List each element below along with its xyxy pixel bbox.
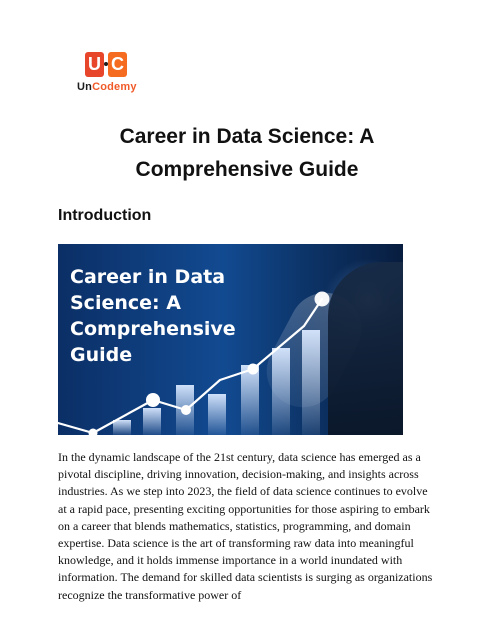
page-title: Career in Data Science: A Comprehensive Guide [119,125,375,181]
logo-wordmark-codemy: Codemy [92,81,137,93]
logo-letter-u: U [85,52,104,77]
hero-bar [241,365,259,435]
hero-point [89,429,98,436]
section-heading-introduction: Introduction [58,207,152,224]
uncodemy-logo [77,52,141,100]
hero-point [146,393,160,407]
hero-bar [113,420,131,435]
hero-caption: Career in Data Science: A Comprehensive Guide [70,266,236,366]
hero-point [181,405,191,415]
hero-point [315,292,330,307]
logo-wordmark [77,81,137,93]
logo-mark [85,52,127,77]
introduction-paragraph: In the dynamic landscape of the 21st century, data science has emerged as a pivotal discipline, driving innovation, decision-making, and insights across industries. As we step into 2023, the field of data science continues to evolve at a rapid pace, presenting exciting opportunities for those aspiring to embark on a career that blends mathematics, statistics, programming, and domain expertise. Data science is the art of transforming raw data into meaningful knowledge, and it holds immense importance in a world inundated with information. The demand for skilled data scientists is surging as organizations recognize the transformative power of [58,450,433,602]
hero-image [58,244,403,435]
logo-wordmark-un: Un [77,81,93,93]
hero-bar [208,394,226,435]
hero-bar [302,330,320,435]
logo-letter-c: C [108,52,127,77]
hero-bar [143,408,161,435]
